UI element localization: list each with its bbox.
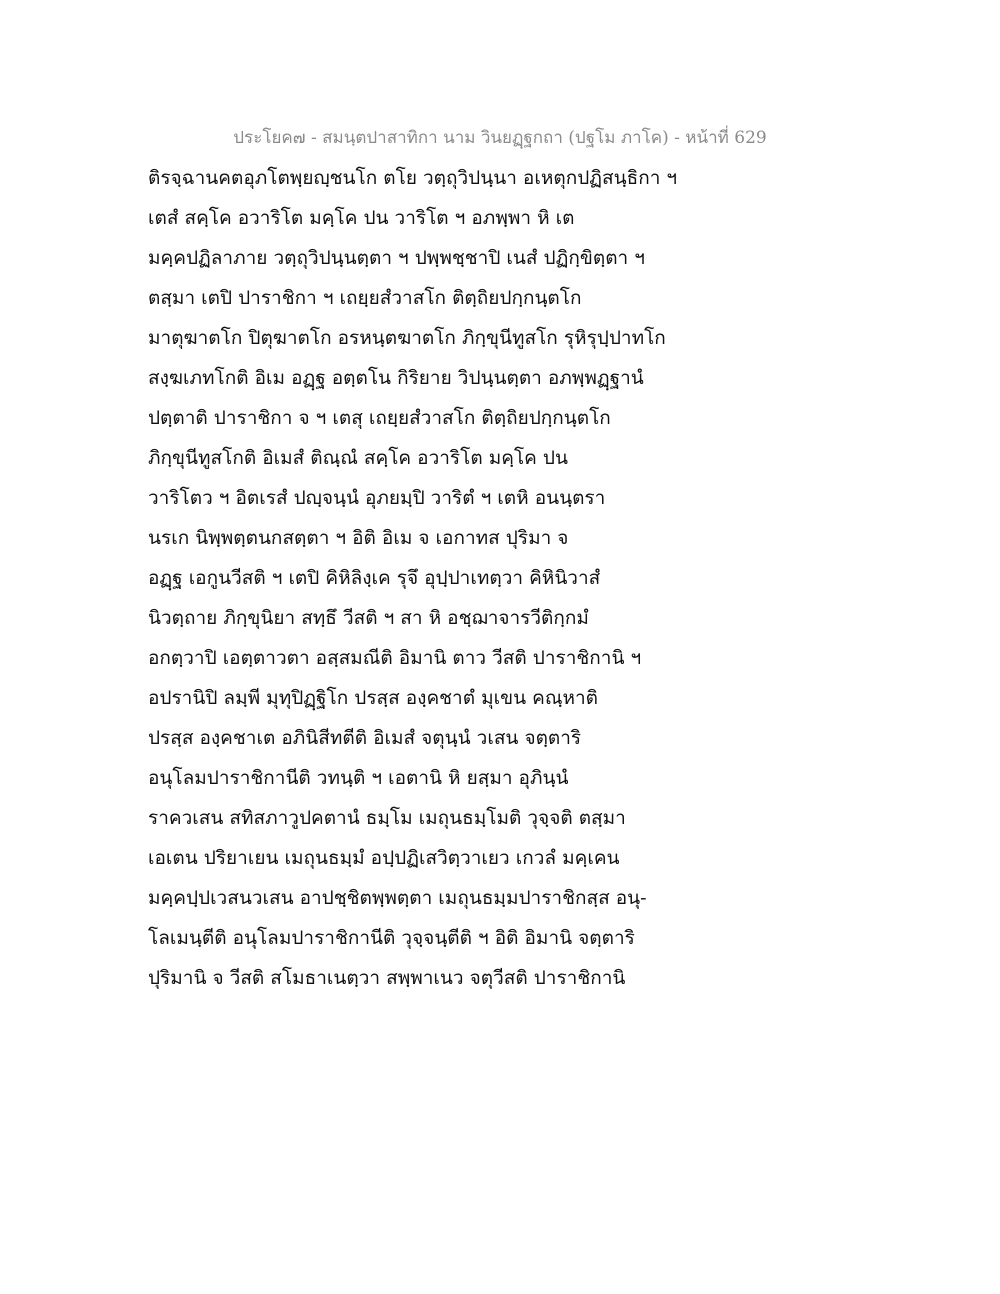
text-line: นิวตฺถาย ภิกฺขุนิยา สทฺธึ วีสติ ฯ สา หิ อชฺฌาจารวีติกฺกมํ (148, 607, 589, 629)
body-text (148, 158, 868, 998)
text-line: ภิกฺขุนีทูสโกติ อิเมสํ ติณฺณํ สคฺโค อวาริโต มคฺโค ปน (148, 447, 568, 469)
text-line: อนุโลมปาราชิกานีติ วทนฺติ ฯ เอตานิ หิ ยสฺมา อุภินฺนํ (148, 767, 569, 789)
text-line: มคฺคปฏิลาภาย วตฺถุวิปนฺนตฺตา ฯ ปพฺพชฺชาปิ เนสํ ปฏิกฺขิตฺตา ฯ (148, 247, 645, 269)
text-line: อปรานิปิ ลมฺพี มุทุปิฏฺฐิโก ปรสฺส องฺคชาตํ มุเขน คณฺหาติ (148, 687, 599, 709)
text-line: อฏฺฐ เอกูนวีสติ ฯ เตปิ คิหิลิงฺเค รุจึ อุปฺปาเทตฺวา คิหินิวาสํ (148, 567, 601, 589)
text-line: มาตุฆาตโก ปิตุฆาตโก อรหนฺตฆาตโก ภิกฺขุนีทูสโก รุหิรุปฺปาทโก (148, 327, 666, 349)
text-line: นรเก นิพฺพตฺตนกสตฺตา ฯ อิติ อิเม จ เอกาทส ปุริมา จ (148, 527, 569, 549)
text-line: ติรจฺฉานคตอุภโตพฺยญฺชนโก ตโย วตฺถุวิปนฺนา อเหตุกปฏิสนฺธิกา ฯ (148, 167, 678, 189)
text-line: ปรสฺส องฺคชาเต อภินิสีทตีติ อิเมสํ จตุนฺนํ วเสน จตฺตาริ (148, 727, 582, 749)
text-line: อกตฺวาปิ เอตฺตาวตา อสฺสมณีติ อิมานิ ตาว วีสติ ปาราชิกานิ ฯ (148, 647, 642, 669)
text-line: ราควเสน สทิสภาวูปคตานํ ธมฺโม เมถุนธมฺโมติ วุจฺจติ ตสฺมา (148, 807, 626, 829)
text-line: ปตฺตาติ ปาราชิกา จ ฯ เตสุ เถยฺยสํวาสโก ติตฺถิยปกฺกนฺตโก (148, 407, 611, 429)
text-line: เอเตน ปริยาเยน เมถุนธมฺมํ อปฺปฏิเสวิตฺวาเยว เกวลํ มคฺเคน (148, 847, 620, 869)
text-line: ตสฺมา เตปิ ปาราชิกา ฯ เถยฺยสํวาสโก ติตฺถิยปกฺกนฺตโก (148, 287, 582, 309)
text-line: ปุริมานิ จ วีสติ สโมธาเนตฺวา สพฺพาเนว จตุวีสติ ปาราชิกานิ (148, 967, 626, 989)
page-header: ประโยค๗ - สมนฺตปาสาทิกา นาม วินยฏฺฐกถา (ปฐโม ภาโค) - หน้าที่ 629 (233, 128, 767, 148)
text-line: วาริโตว ฯ อิตเรสํ ปญฺจนฺนํ อุภยมฺปิ วาริตํ ฯ เตหิ อนนฺตรา (148, 487, 606, 509)
text-line: มคฺคปฺปเวสนวเสน อาปชฺชิตพฺพตฺตา เมถุนธมฺมปาราชิกสฺส อนุ- (148, 887, 647, 909)
text-line: เตสํ สคฺโค อวาริโต มคฺโค ปน วาริโต ฯ อภพฺพา หิ เต (148, 207, 575, 229)
text-line: โลเมนฺตีติ อนุโลมปาราชิกานีติ วุจฺจนฺตีติ ฯ อิติ อิมานิ จตฺตาริ (148, 927, 635, 949)
text-line: สงฺฆเภทโกติ อิเม อฏฺฐ อตฺตโน กิริยาย วิปนฺนตฺตา อภพฺพฏฺฐานํ (148, 367, 644, 389)
